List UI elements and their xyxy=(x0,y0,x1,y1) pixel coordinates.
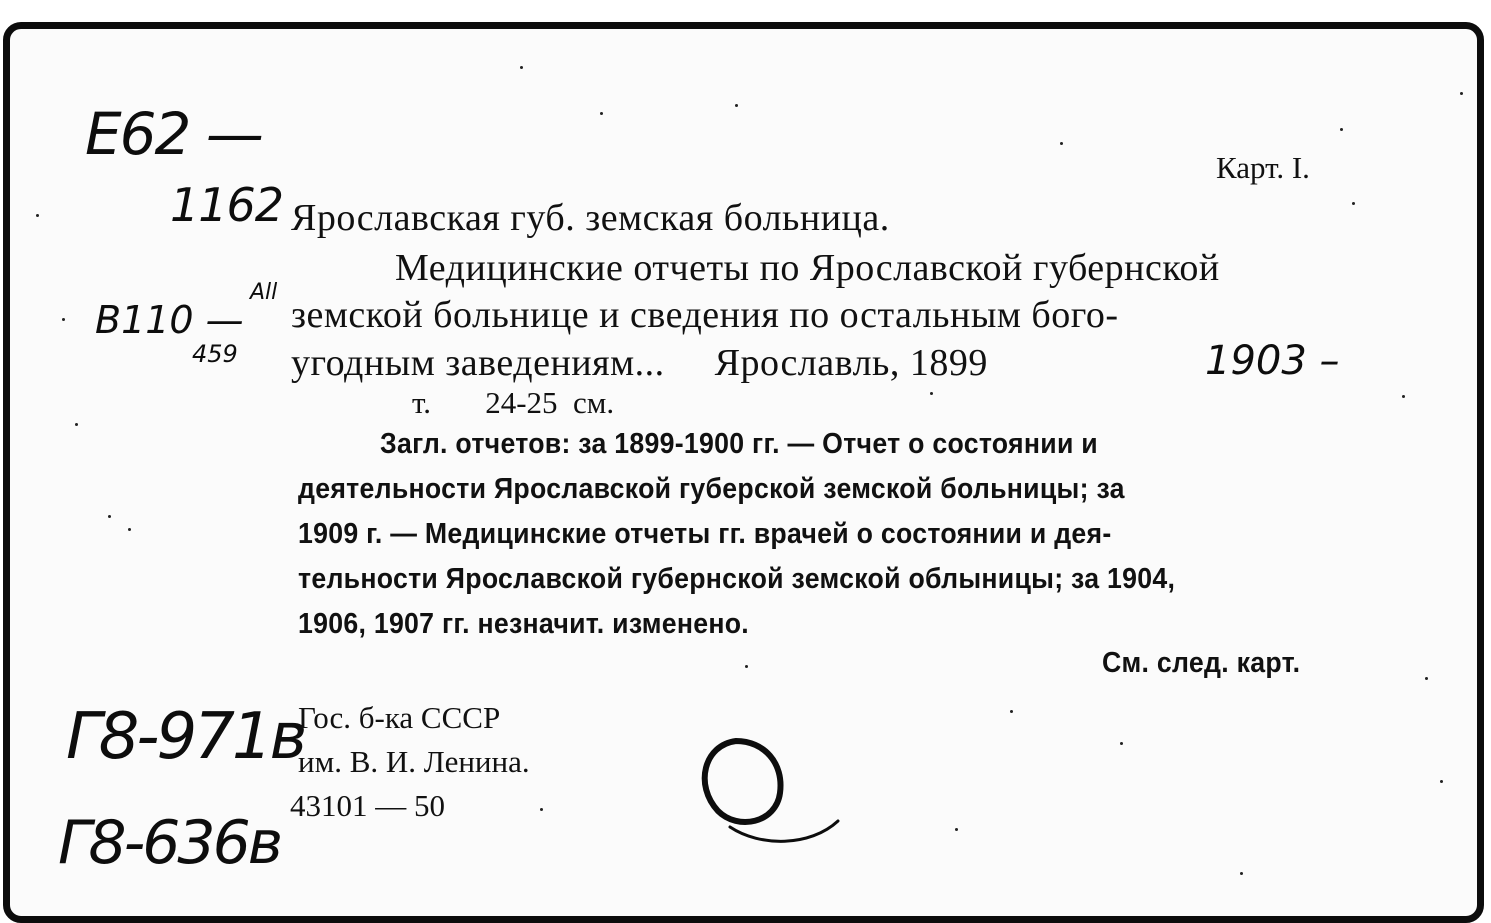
note-line-2: деятельности Ярославской губерской земской больницы; за xyxy=(298,473,1125,505)
scan-speck xyxy=(36,214,39,217)
title-line-1: Медицинские отчеты по Ярославской губернской xyxy=(395,247,1220,289)
handwritten-code-superscript: All xyxy=(250,280,278,305)
scan-speck xyxy=(520,66,523,69)
scan-speck xyxy=(108,515,111,518)
scan-speck xyxy=(1402,395,1405,398)
scan-speck xyxy=(745,665,748,668)
scan-speck xyxy=(1352,202,1355,205)
scan-speck xyxy=(1010,710,1013,713)
scan-speck xyxy=(1425,677,1428,680)
note-line-1: Загл. отчетов: за 1899-1900 гг. — Отчет о состоянии и xyxy=(380,428,1098,460)
card-number: Карт. I. xyxy=(1216,150,1310,185)
scan-speck xyxy=(600,112,603,115)
extent-line: т. 24-25 см. xyxy=(412,385,615,420)
scan-speck xyxy=(930,392,933,395)
scan-speck xyxy=(128,528,131,531)
scan-speck xyxy=(1440,780,1443,783)
note-line-3: 1909 г. — Медицинские отчеты гг. врачей о состоянии и дея- xyxy=(298,518,1112,550)
note-line-5: 1906, 1907 гг. незначит. изменено. xyxy=(298,608,750,640)
library-line-1: Гос. б-ка СССР xyxy=(298,700,501,735)
scan-speck xyxy=(735,104,738,107)
handwritten-call-number-b: Г8-636в xyxy=(58,808,281,878)
library-line-3: 43101 — 50 xyxy=(290,788,445,823)
handwritten-call-number-a: Г8-971в xyxy=(66,700,305,774)
see-next-card: См. след. карт. xyxy=(1102,647,1301,679)
scan-speck xyxy=(1460,92,1463,95)
handwritten-shelfmark: Е62 — xyxy=(85,100,262,168)
card-heading: Ярославская губ. земская больница. xyxy=(291,197,890,239)
scan-speck xyxy=(1120,742,1123,745)
scan-speck xyxy=(62,318,65,321)
handwritten-end-year: 1903 – xyxy=(1205,338,1340,384)
scan-speck xyxy=(540,808,543,811)
library-line-2: им. В. И. Ленина. xyxy=(298,744,530,779)
title-line-2: земской больнице и сведения по остальным бого- xyxy=(291,294,1119,336)
handwritten-shelf-number: 1162 xyxy=(170,178,284,232)
handwritten-code: В110 — xyxy=(95,298,244,342)
title-line-3: угодным заведениям... Ярославль, 1899 xyxy=(291,342,988,384)
scan-speck xyxy=(955,828,958,831)
note-line-4: тельности Ярославской губернской земской облыницы; за 1904, xyxy=(298,563,1176,595)
handwritten-mark xyxy=(690,735,850,855)
scan-speck xyxy=(75,423,78,426)
handwritten-code-subscript: 459 xyxy=(192,340,238,368)
scan-speck xyxy=(1240,872,1243,875)
scan-speck xyxy=(1060,142,1063,145)
scan-speck xyxy=(1340,128,1343,131)
